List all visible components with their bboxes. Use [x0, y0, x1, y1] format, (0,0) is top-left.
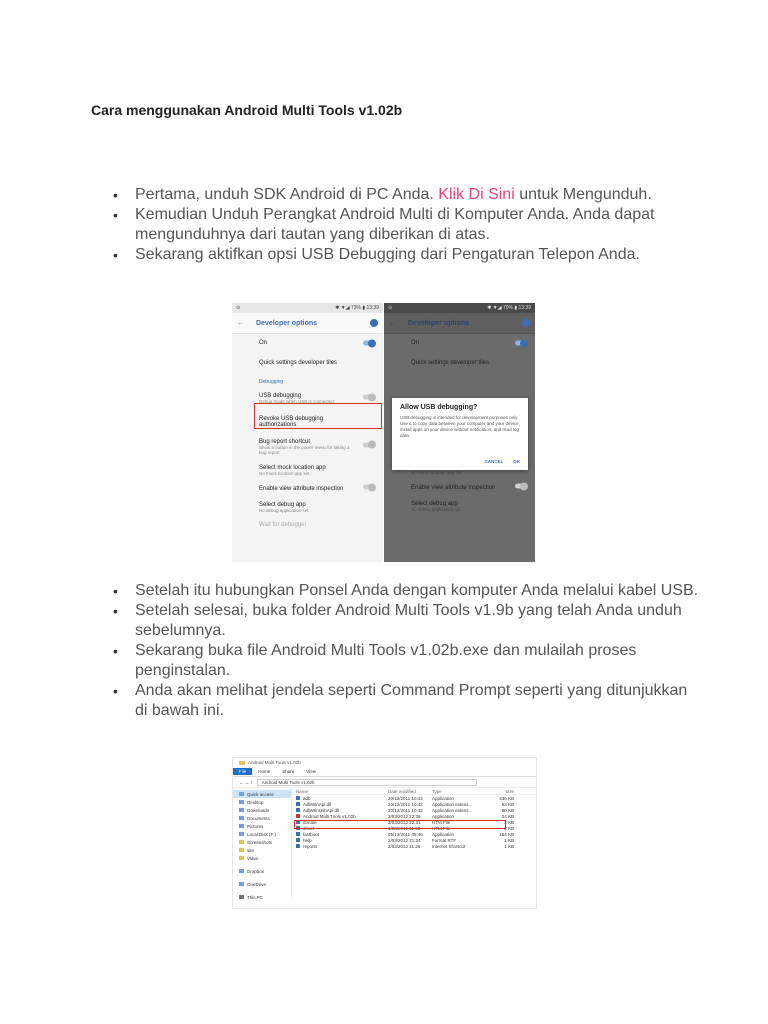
folder-icon [239, 761, 245, 765]
steps-list-top [110, 185, 700, 265]
mock-location-row: Select mock location app No mock location app set [259, 465, 326, 476]
up-arrow-icon[interactable]: ← → ↑ [239, 779, 253, 785]
phone-screen-settings: ⊙ ✱ ▼◢ 73% ▮ 13:39 ← Developer options On Quick settings developer tiles Debugging USB debugging Debug mode when USB is connected Revoke USB debugging authorizations Bug report shortcut Show a button in the power menu for taking a bug report Select mock location app No mock location app set Enable view attribute inspection Select debug app No debug application set Wait for debugger [232, 303, 383, 562]
usb-debugging-screenshot [232, 303, 535, 562]
navigation-pane [233, 788, 291, 901]
ribbon-tab-share[interactable]: Share [282, 769, 295, 774]
nav-screenshots[interactable]: Screenshots [233, 838, 291, 846]
quick-tiles-row: Quick settings developer tiles [259, 360, 338, 366]
back-arrow-icon: ← [389, 319, 396, 327]
step-5: • Setelah selesai, buka folder Android Multi Tools v1.9b yang telah Anda unduh sebelumnya. [110, 601, 700, 641]
nav-dropbox[interactable]: Dropbox [233, 867, 291, 875]
step-6: • Sekarang buka file Android Multi Tools v1.02b.exe dan mulailah proses penginstalan. [110, 641, 700, 681]
file-list [291, 788, 536, 901]
ribbon-tab-home[interactable]: Home [258, 769, 271, 774]
file-explorer-screenshot [232, 757, 537, 909]
file-row-android-multi-tools[interactable]: Android Multi Tools v1.02b 3/03/2012 22:36 Application 24 KB [292, 813, 536, 819]
dialog-cancel-button[interactable]: CANCEL [484, 459, 504, 464]
nav-video[interactable]: Video [233, 854, 291, 862]
nav-quick-access[interactable]: Quick access [233, 790, 291, 798]
step-1: • Pertama, unduh SDK Android di PC Anda. Klik Di Sini untuk Mengunduh. [110, 185, 700, 205]
nav-desktop[interactable]: Desktop [233, 798, 291, 806]
phone-screen-dialog: ⊙ ✱ ▼◢ 70% ▮ 13:39 ← Developer options On Quick settings developer tiles No mock location app set Enable view attribute inspection Select debug app No debug application set Allow USB debugging? USB debugging is intended for development purposes only. Use it to copy data between your computer and your device, install apps on your device without notification, and read log data. CANCEL OK [384, 303, 535, 562]
help-icon [370, 319, 378, 327]
step-3: • Sekarang aktifkan opsi USB Debugging dari Pengaturan Telepon Anda. [110, 245, 700, 265]
dialog-body: USB debugging is intended for development purposes only. Use it to copy data between your computer and your device, install apps on your device without notification, and read log data. [400, 415, 520, 438]
debugging-section-label: Debugging [259, 379, 284, 385]
nav-documents[interactable]: Documents [233, 814, 291, 822]
nav-local-disk[interactable]: Local Disk (F:) [233, 830, 291, 838]
nav-this-pc[interactable]: This PC [233, 893, 291, 901]
revoke-row: Revoke USB debugging authorizations [259, 416, 324, 428]
usb-debugging-toggle [363, 395, 375, 400]
developer-toggle [363, 341, 375, 346]
step-4: • Setelah itu hubungkan Ponsel Anda dengan komputer Anda melalui kabel USB. [110, 581, 700, 601]
ribbon-tab-view[interactable]: View [306, 769, 316, 774]
step-7: • Anda akan melihat jendela seperti Command Prompt seperti yang ditunjukkan di bawah ini. [110, 681, 700, 721]
address-bar[interactable]: Android Multi Tools v1.02b [257, 779, 477, 786]
file-row[interactable]: reports 2/03/2012 11:26 Internet Shortcut 1 KB [292, 843, 536, 849]
app-icon [296, 814, 300, 818]
nav-site[interactable]: site [233, 846, 291, 854]
steps-list-bottom [110, 581, 700, 721]
file-row[interactable]: help 2/03/2012 21:24 Format RTF 1 KB [292, 837, 536, 843]
file-row[interactable]: adb 20/12/2011 10:42 Application 436 KB [292, 795, 536, 801]
nav-onedrive[interactable]: OneDrive [233, 880, 291, 888]
step-2: • Kemudian Unduh Perangkat Android Multi di Komputer Anda. Anda dapat mengunduhnya dari tautan yang diberikan di atas. [110, 205, 700, 245]
back-arrow-icon: ← [237, 319, 244, 327]
file-row[interactable]: driver 1/03/2012 11:38 HTM File 2 KB [292, 825, 536, 831]
explorer-ribbon [233, 767, 536, 777]
file-row[interactable]: fastboot 05/12/2011 05:46 Application 154 KB [292, 831, 536, 837]
explorer-window-title: Android Multi Tools v1.02b [248, 760, 301, 765]
nav-downloads[interactable]: Downloads [233, 806, 291, 814]
wait-debugger-row: Wait for debugger [259, 522, 307, 528]
page-title: Cara menggunakan Android Multi Tools v1.02b [91, 102, 403, 118]
bug-report-row: Bug report shortcut Show a button in the power menu for taking a bug report [232, 431, 383, 458]
file-row[interactable]: donate 3/03/2012 22:31 HTM File 2 KB [292, 819, 536, 825]
developer-on-row: On [232, 334, 383, 352]
download-link[interactable]: Klik Di Sini [438, 186, 515, 203]
file-row[interactable]: AdbWinApi.dll 20/12/2011 10:42 Application extens... 93 KB [292, 801, 536, 807]
screen-title: Developer options [256, 319, 318, 327]
file-list-header: Name Date modified Type Size [292, 788, 536, 795]
help-icon [522, 319, 530, 327]
dialog-ok-button[interactable]: OK [513, 459, 520, 464]
star-icon [239, 792, 244, 796]
debug-app-row: Select debug app No debug application set [259, 502, 309, 513]
usb-debugging-row: USB debugging Debug mode when USB is connected [232, 387, 383, 407]
ribbon-tab-file[interactable]: File [233, 768, 252, 775]
highlight-box [294, 820, 506, 829]
allow-usb-debugging-dialog [392, 398, 528, 470]
dialog-title: Allow USB debugging? [400, 404, 478, 411]
nav-pictures[interactable]: Pictures [233, 822, 291, 830]
view-attr-row: Enable view attribute inspection [232, 479, 383, 495]
file-row[interactable]: AdbWinUsbApi.dll 20/12/2011 10:42 Application extens... 60 KB [292, 807, 536, 813]
